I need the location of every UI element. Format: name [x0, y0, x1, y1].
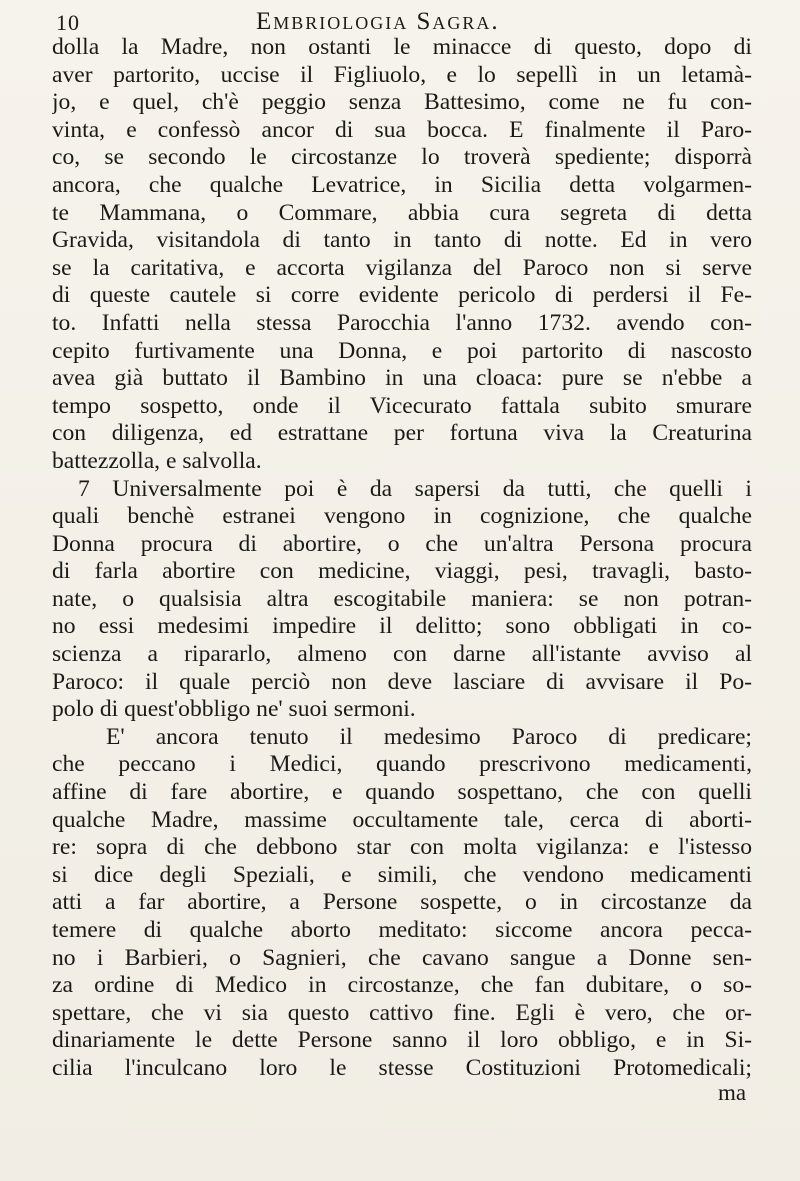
text-line: che peccano i Medici, quando prescrivono medicamenti,	[52, 751, 752, 778]
text-line: di farla abortire con medicine, viaggi, pesi, travagli, basto-	[52, 558, 752, 585]
text-line: di queste cautele si corre evidente pericolo di perdersi il Fe-	[52, 282, 752, 309]
text-line: jo, e quel, ch'è peggio senza Battesimo, come ne fu con-	[52, 89, 752, 116]
text-line: nate, o qualsisia altra escogitabile maniera: se non potran-	[52, 585, 752, 612]
text-line: cepito furtivamente una Donna, e poi partorito di nascosto	[52, 337, 752, 364]
text-line: aver partorito, uccise il Figliuolo, e lo sepellì in un letamà-	[52, 61, 752, 88]
text-line: quali benchè estranei vengono in cognizione, che qualche	[52, 503, 752, 530]
running-title: Embriologia Sagra.	[256, 8, 500, 35]
text-line: affine di fare abortire, e quando sospettano, che con quelli	[52, 779, 752, 806]
text-line: si dice degli Speziali, e simili, che vendono medicamenti	[52, 861, 752, 888]
page-number: 10	[56, 10, 80, 35]
text-line: Paroco: il quale perciò non deve lasciare di avvisare il Po-	[52, 668, 752, 695]
text-line: vinta, e confessò ancor di sua bocca. E finalmente il Paro-	[52, 116, 752, 143]
text-line: Donna procura di abortire, o che un'altra Persona procura	[52, 530, 752, 557]
text-line: spettare, che vi sia questo cattivo fine. Egli è vero, che or-	[52, 999, 752, 1026]
text-line: Gravida, visitandola di tanto in tanto di notte. Ed in vero	[52, 227, 752, 254]
text-line: cilia l'inculcano loro le stesse Costituzioni Protomedicali;	[52, 1054, 752, 1081]
text-line: ancora, che qualche Levatrice, in Sicilia detta volgarmen-	[52, 171, 752, 198]
text-line: te Mammana, o Commare, abbia cura segreta di detta	[52, 199, 752, 226]
text-line: battezzolla, e salvolla.	[52, 447, 262, 474]
text-line: scienza a ripararlo, almeno con darne all'istante avviso al	[52, 641, 752, 668]
text-line: se la caritativa, e accorta vigilanza del Paroco non si serve	[52, 254, 752, 281]
text-line: con diligenza, ed estrattane per fortuna viva la Creaturina	[52, 420, 752, 447]
text-line: re: sopra di che debbono star con molta vigilanza: e l'istesso	[52, 834, 752, 861]
text-line: to. Infatti nella stessa Parocchia l'anno 1732. avendo con-	[52, 309, 752, 336]
text-line: polo di quest'obbligo ne' suoi sermoni.	[52, 696, 416, 723]
catchword: ma	[718, 1080, 747, 1105]
paragraph-start-line: E' ancora tenuto il medesimo Paroco di predicare;	[106, 723, 752, 750]
text-line: temere di qualche aborto meditato: siccome ancora pecca-	[52, 917, 752, 943]
text-line: no i Barbieri, o Sagnieri, che cavano sangue a Donne sen-	[52, 944, 752, 971]
text-line: tempo sospetto, onde il Vicecurato fattala subito smurare	[52, 392, 752, 419]
paragraph-start-line: 7 Universalmente poi è da sapersi da tutti, che quelli i	[78, 475, 752, 502]
text-line: dinariamente le dette Persone sanno il loro obbligo, e in Si-	[52, 1027, 752, 1054]
text-line: dolla la Madre, non ostanti le minacce di questo, dopo di	[52, 34, 752, 60]
text-line: no essi medesimi impedire il delitto; sono obbligati in co-	[52, 613, 752, 640]
text-line: za ordine di Medico in circostanze, che fan dubitare, o so-	[52, 972, 752, 999]
text-line: avea già buttato il Bambino in una cloaca: pure se n'ebbe a	[52, 365, 752, 392]
body-text	[52, 34, 752, 1083]
text-line: atti a far abortire, a Persone sospette, o in circostanze da	[52, 889, 752, 916]
text-line: co, se secondo le circostanze lo troverà spediente; disporrà	[52, 144, 752, 171]
text-line: qualche Madre, massime occultamente tale, cerca di aborti-	[52, 806, 752, 833]
